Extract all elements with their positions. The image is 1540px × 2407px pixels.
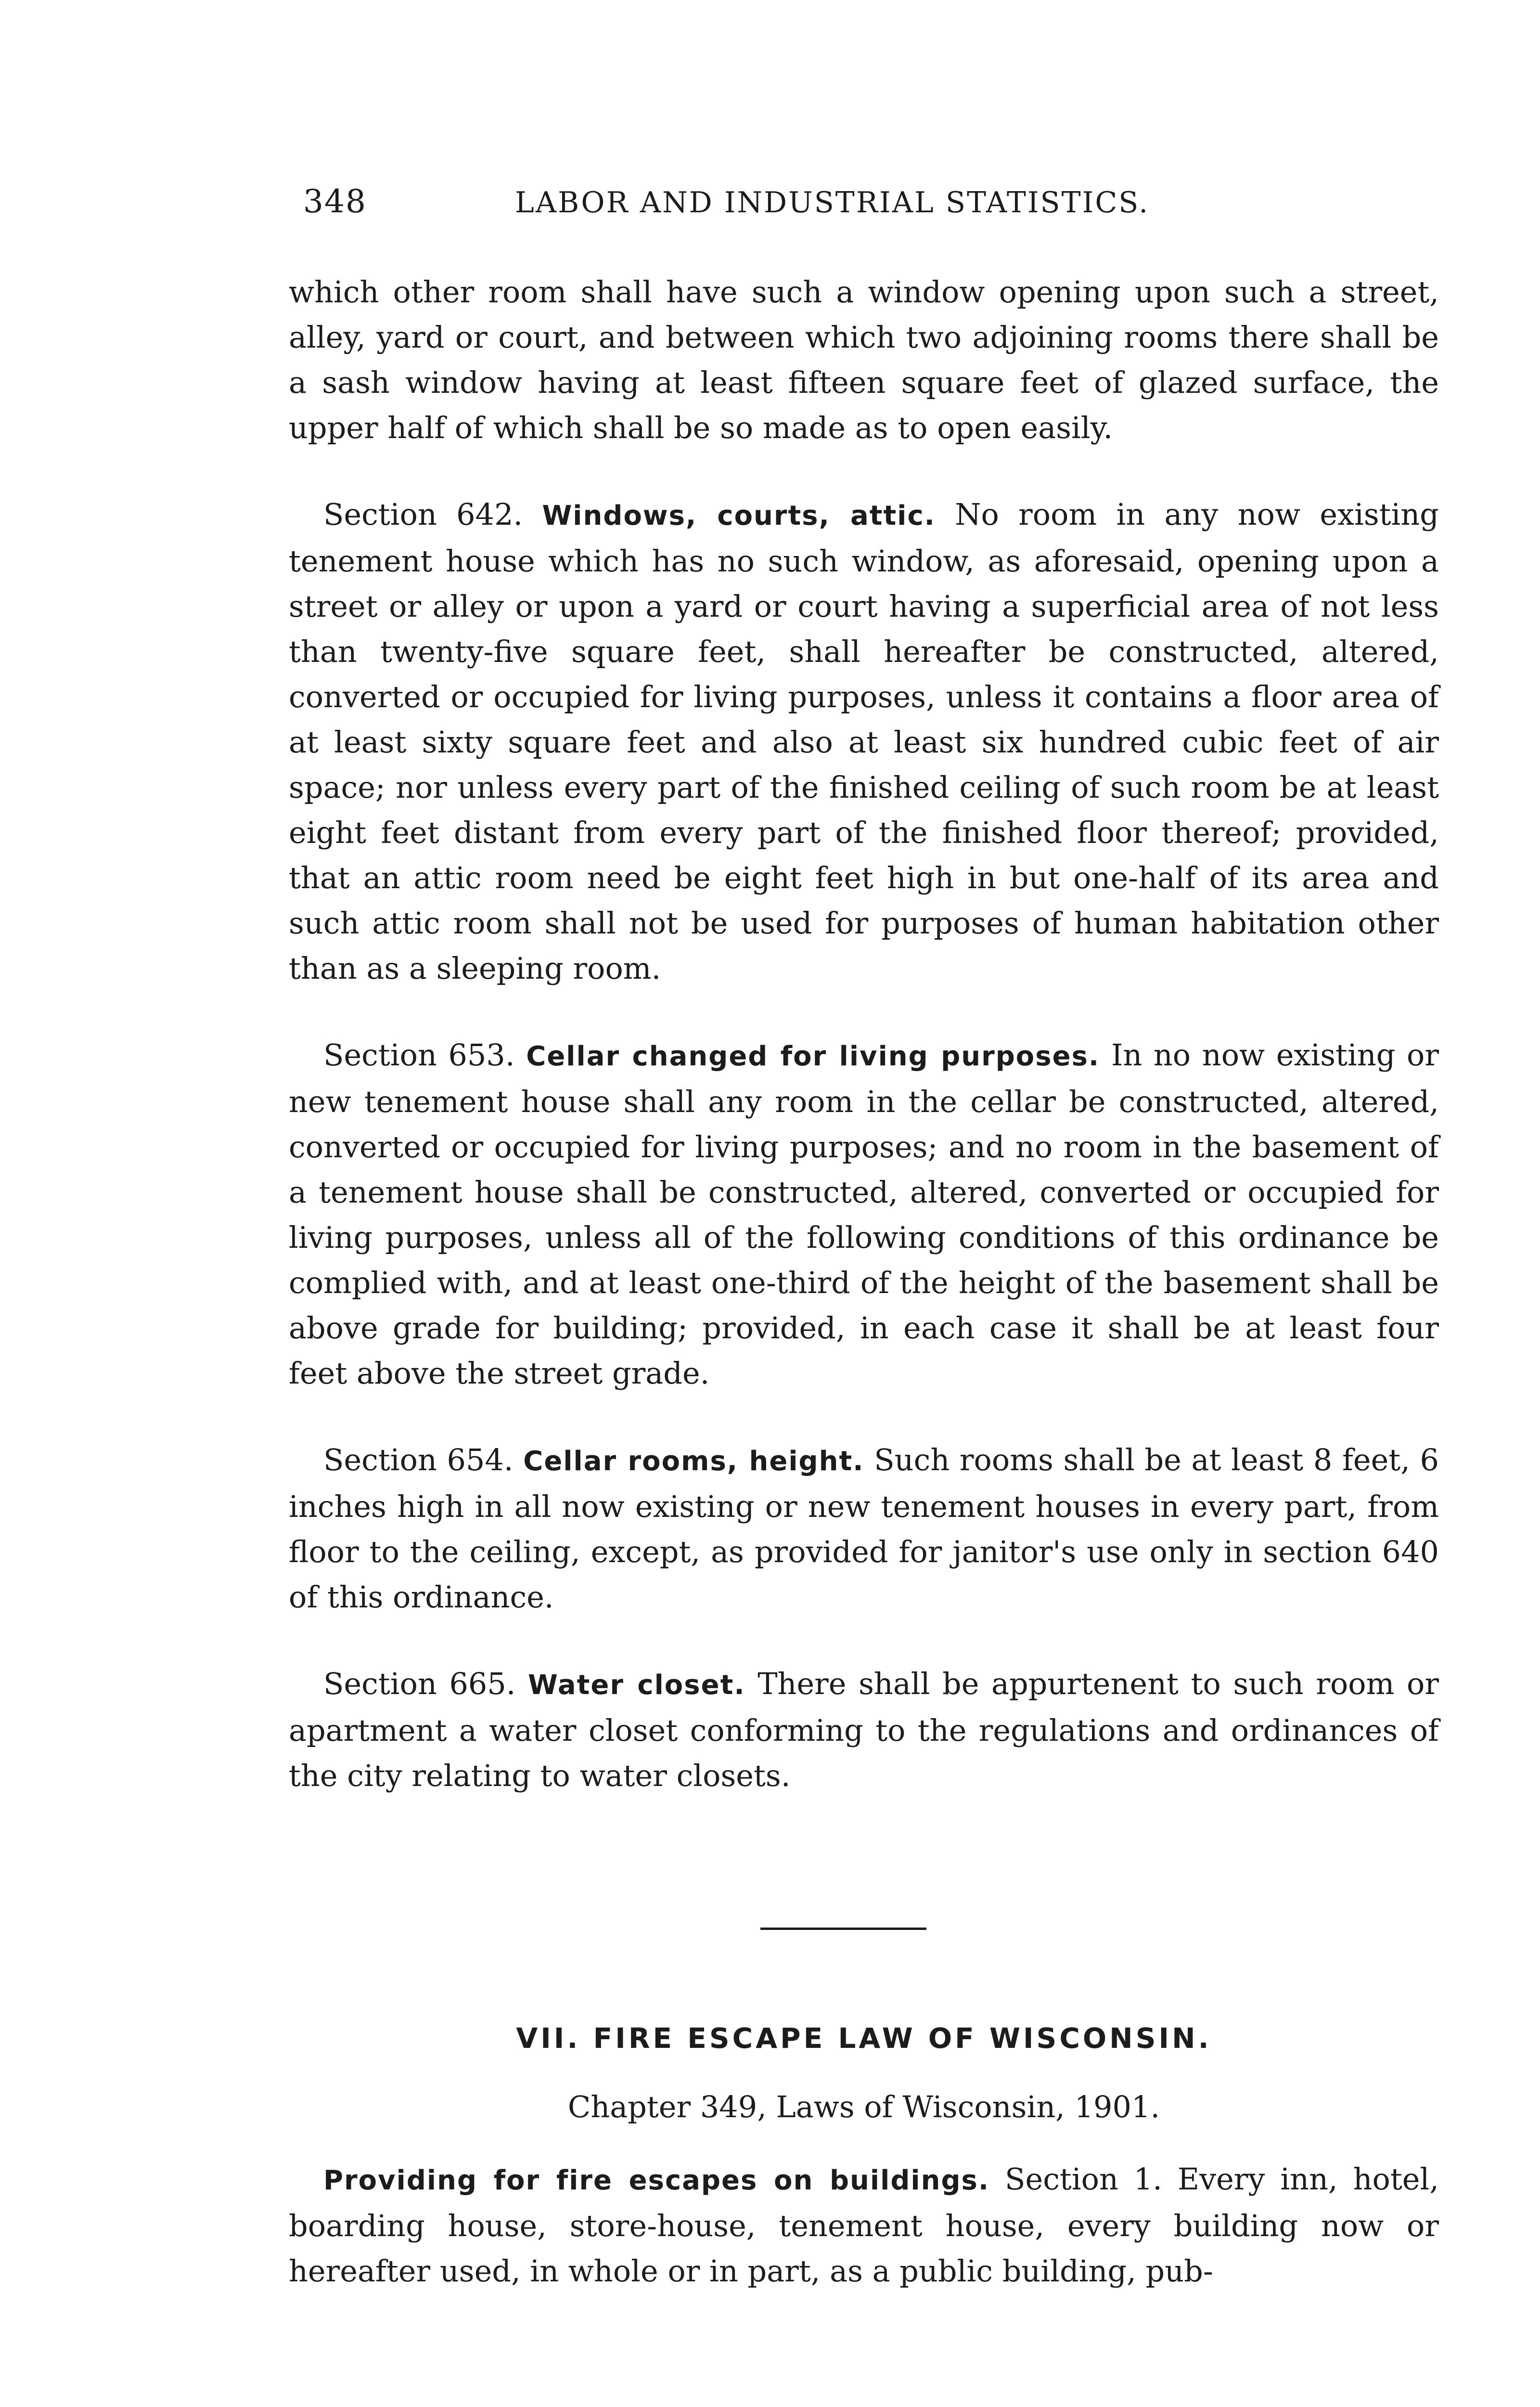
paragraph-text: which other room shall have such a window opening upon such a street, alley, yard or court, and between which two adjoining rooms there shall be a sash window having at least fifteen square feet of glazed surface, the upper half of which shall be so made as to open easily. xyxy=(289,274,1439,445)
section-665 xyxy=(289,1661,1439,1799)
section-label: Section 653. xyxy=(323,1037,515,1073)
chapter-section-1 xyxy=(289,2157,1439,2294)
section-text: Every inn, hotel, boarding house, store-house, tenement house, every building now or hereafter used, in whole or in part, as a public building, pub- xyxy=(289,2161,1439,2289)
section-text: No room in any now existing tenement house which has no such window, as aforesaid, opening upon a street or alley or upon a yard or court having a superficial area of not less than twenty-five square feet, shall hereafter be constructed, altered, converted or occupied for living purposes, unless it contains a floor area of at least sixty square feet and also at least six hundred cubic feet of air space; nor unless every part of the finished ceiling of such room be at least eight feet distant from every part of the finished floor thereof; provided, that an attic room need be eight feet high in but one-half of its area and such attic room shall not be used for purposes of human habitation other than as a sleeping room. xyxy=(289,497,1439,986)
section-heading: Cellar rooms, height. xyxy=(523,1446,864,1477)
chapter-subtitle: Chapter 349, Laws of Wisconsin, 1901. xyxy=(567,2089,1160,2124)
chapter-text-block xyxy=(289,2157,1439,2294)
section-text: Such rooms shall be at least 8 feet, 6 inches high in all now existing or new tenement houses in every part, from floor to the ceiling, except, as provided for janitor's use only in section 640 of this ordinance. xyxy=(289,1442,1439,1615)
section-654 xyxy=(289,1437,1439,1620)
section-642 xyxy=(289,492,1439,991)
section-label: Section 1. xyxy=(1005,2161,1162,2197)
section-label: Section 665. xyxy=(323,1666,516,1701)
section-heading: Water closet. xyxy=(528,1669,745,1701)
section-heading: Windows, courts, attic. xyxy=(542,500,936,531)
main-text-block xyxy=(289,270,1439,1799)
section-text: In no now existing or new tenement house shall any room in the cellar be constructed, altered, converted or occupied for living purposes; and no room in the basement of a tenement house shall be constructed, altered, converted or occupied for living purposes, unless all of the following conditions of this ordinance be complied with, and at least one-third of the height of the basement shall be above grade for building; provided, in each case it shall be at least four feet above the street grade. xyxy=(289,1037,1439,1391)
section-heading: Cellar changed for living purposes. xyxy=(526,1041,1100,1072)
paragraph-continuation xyxy=(289,270,1439,451)
running-header xyxy=(303,183,1218,236)
chapter-title: VII. FIRE ESCAPE LAW OF WISCONSIN. xyxy=(516,2022,1212,2055)
running-title: LABOR AND INDUSTRIAL STATISTICS. xyxy=(515,186,1150,220)
section-text: There shall be appurtenent to such room or apartment a water closet conforming to the regulations and ordinances of the city relating to water closets. xyxy=(289,1666,1439,1793)
section-divider-rule xyxy=(760,1928,926,1930)
section-label: Section 654. xyxy=(323,1442,513,1477)
section-label: Section 642. xyxy=(323,497,523,532)
page-number: 348 xyxy=(303,183,367,220)
section-heading: Providing for fire escapes on buildings. xyxy=(323,2165,990,2196)
section-653 xyxy=(289,1033,1439,1396)
